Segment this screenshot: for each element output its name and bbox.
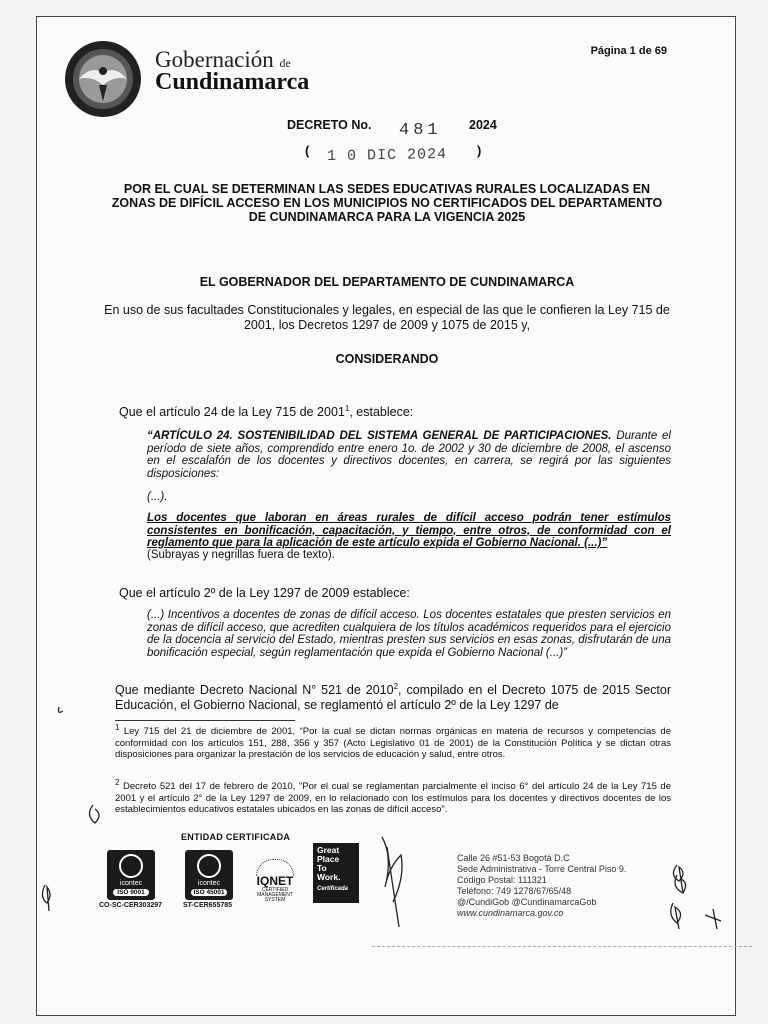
quote-incentivos: (...) Incentivos a docentes de zonas de difícil acceso. Los docentes estatales que presten servicios en zonas de difícil acceso, que acrediten cualquiera de los títulos académicos requeridos para el ejercicio de la docencia al servicio del Estado, mientras presten sus servicios en esas zonas, disfrutarán de una bonificación especial, según reglamentación que expida el Gobierno Nacional (...)” <box>147 609 671 659</box>
document-page <box>36 16 736 1016</box>
issuer-heading: EL GOBERNADOR DEL DEPARTAMENTO DE CUNDINAMARCA <box>199 275 575 289</box>
decree-title: POR EL CUAL SE DETERMINAN LAS SEDES EDUCATIVAS RURALES LOCALIZADAS EN ZONAS DE DIFÍCIL ACCESO EN LOS MUNICIPIOS NO CERTIFICADOS DEL DEPARTAMENTO DE CUNDINAMARCA PARA LA VIGENCIA 2025 <box>111 182 663 224</box>
icontec-logo-icon <box>119 854 143 878</box>
footnote-ref-2[interactable]: 2 <box>393 681 399 691</box>
icontec-logo-icon <box>197 854 221 878</box>
great-place-to-work-badge: Great Place To Work. Certificada <box>313 843 359 903</box>
website-link[interactable]: www.cundinamarca.gov.co <box>457 908 564 918</box>
quote-articulo-24: “ARTÍCULO 24. SOSTENIBILIDAD DEL SISTEMA GENERAL DE PARTICIPACIONES. Durante el período de siete años, comprendido entre enero 1o. de 2002 y 30 de diciembre de 2008, el ascenso en el escalafón de los docentes y directivos docentes, en carrera, se regirá por las siguientes disposiciones: <box>147 430 671 480</box>
paragraph-ley-715: Que el artículo 24 de la Ley 715 de 2001$^1$, establece: <box>119 403 414 419</box>
badge1-code: CO-SC-CER303297 <box>99 902 163 909</box>
footnote-divider <box>115 720 295 721</box>
footnote-2: $^2$ Decreto 521 del 17 de febrero de 2010, "Por el cual se reglamentan parcialmente el inciso 6° del artículo 24 de la Ley 715 de 2001 y el artículo 2° de la Ley 1297 de 2009, en lo relacionado con los estímulos para los docentes y directivos docentes de los establecimientos educativos estatales ubicados en las zonas de difícil acceso". <box>115 777 671 815</box>
emphasis-note: (Subrayas y negrillas fuera de texto). <box>147 549 335 561</box>
date-stamp: 1 0 DIC 2024 <box>326 145 448 166</box>
decree-label: DECRETO No. <box>287 118 372 132</box>
badge2-code: ST-CER655785 <box>183 902 233 909</box>
scan-artifact-line <box>372 946 752 947</box>
social-handles[interactable]: @/CundiGob @CundinamarcaGob <box>457 897 597 907</box>
paren-close: ) <box>477 143 482 158</box>
footnote-ref-1[interactable]: 1 <box>344 403 350 413</box>
considerando-heading: CONSIDERANDO <box>335 352 439 366</box>
org-name-line1: Gobernación de <box>155 47 291 72</box>
org-name-line2: Cundinamarca <box>155 69 310 95</box>
decree-year: 2024 <box>469 118 497 132</box>
powers-paragraph: En uso de sus facultades Constitucionales y legales, en especial de las que le confieren la Ley 715 de 2001, los Decretos 1297 de 2009 y 1075 de 2015 y, <box>104 303 670 332</box>
paragraph-decreto-521: Que mediante Decreto Nacional N° 521 de 2010$^2$, compilado en el Decreto 1075 de 2015 Sector Educación, el Gobierno Nacional, se reglamentó el artículo 2º de la Ley 1297 de <box>115 681 672 712</box>
icontec-iso9001-badge: icontec ISO 9001 <box>107 850 155 900</box>
quote-docentes-rurales: Los docentes que laboran en áreas rurales de difícil acceso podrán tener estímulos consistentes en bonificación, capacitación, y tiempo, entre otros, de conformidad con el reglamento que para la aplicación de este artículo expida el Gobierno Nacional. (...)” <box>147 512 671 549</box>
cundinamarca-seal-icon <box>63 39 143 119</box>
page-indicator: Página 1 de 69 <box>590 45 667 57</box>
contact-address: Calle 26 #51-53 Bogotá D.C Sede Administrativa - Torre Central Piso 9. Código Postal: 111321 Teléfono: 749 1278/67/65/48 @/CundiGob @CundinamarcaGob www.cundinamarca.gov.co <box>457 853 627 918</box>
quote-ellipsis: (...). <box>147 491 168 503</box>
iqnet-logo: IQNET CERTIFIED MANAGEMENT SYSTEM <box>249 859 301 903</box>
paren-open: ( <box>305 143 310 158</box>
footnote-1: $^1$ Ley 715 del 21 de diciembre de 2001, “Por la cual se dictan normas orgánicas en materia de recursos y competencias de conformidad con los artículos 151, 288, 356 y 357 (Acto Legislativo 01 de 2001) de la Constitución Política y se dictan otras disposiciones para organizar la prestación de los servicios de educación y salud, entre otros. <box>115 722 671 760</box>
paragraph-ley-1297: Que el artículo 2º de la Ley 1297 de 2009 establece: <box>119 586 410 600</box>
icontec-iso45001-badge: icontec ISO 45001 <box>185 850 233 900</box>
decree-number: 481 <box>399 121 442 140</box>
certified-entity-label: ENTIDAD CERTIFICADA <box>181 832 291 842</box>
